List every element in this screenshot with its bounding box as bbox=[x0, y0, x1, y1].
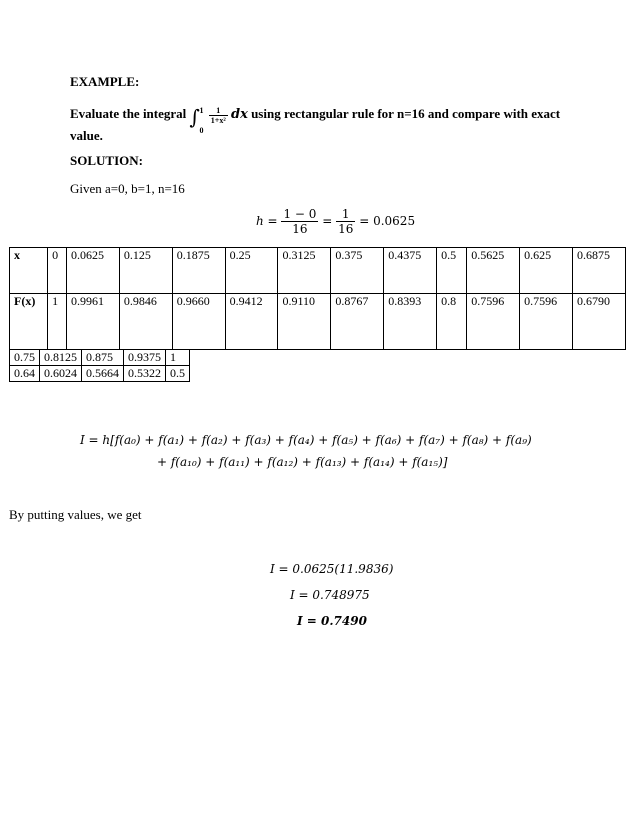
dx-label: dx bbox=[230, 107, 248, 122]
table-cell: 0.9961 bbox=[67, 294, 120, 350]
table-cell: 0.4375 bbox=[384, 248, 437, 294]
table-cell: 0.6024 bbox=[40, 366, 82, 382]
formula-line-2: + f(a₁₀) + f(a₁₁) + f(a₁₂) + f(a₁₃) + f(a₁₄) + f(a₁₅)] bbox=[157, 455, 448, 469]
formula-line-1: I = h[f(a₀) + f(a₁) + f(a₂) + f(a₃) + f(a₄) + f(a₅) + f(a₆) + f(a₇) + f(a₈) + f(a₉) bbox=[80, 433, 532, 447]
table-cell: 0 bbox=[48, 248, 67, 294]
table-cell: x bbox=[10, 248, 48, 294]
integrand-fraction: $\frac{1}{\text{1+x²}}$ bbox=[210, 105, 226, 125]
table-cell: 0.75 bbox=[10, 350, 40, 366]
result-line-1: I = 0.0625(11.9836) bbox=[270, 562, 394, 576]
result-line-2: I = 0.748975 bbox=[290, 588, 370, 602]
table-row-fx bbox=[10, 366, 190, 382]
table-cell: 0.9110 bbox=[278, 294, 331, 350]
table-cell: 0.5664 bbox=[82, 366, 124, 382]
table-cell: 0.375 bbox=[331, 248, 384, 294]
table-cell: 0.7596 bbox=[520, 294, 573, 350]
table-cell: 0.6790 bbox=[572, 294, 625, 350]
final-result: I = 0.7490 bbox=[297, 614, 367, 628]
table-cell: 0.0625 bbox=[67, 248, 120, 294]
table-cell: 0.9375 bbox=[124, 350, 166, 366]
table-cell: F(x) bbox=[10, 294, 48, 350]
table-cell: 0.8393 bbox=[384, 294, 437, 350]
h-fraction-2: $\frac{1}{16}$ bbox=[338, 207, 354, 236]
values-table-continued bbox=[9, 349, 190, 382]
table-cell: 1 bbox=[48, 294, 67, 350]
table-cell: 0.9660 bbox=[172, 294, 225, 350]
solution-heading: SOLUTION: bbox=[70, 153, 143, 168]
table-cell: 0.875 bbox=[82, 350, 124, 366]
table-cell: 0.9412 bbox=[225, 294, 278, 350]
table-cell: 0.5 bbox=[437, 248, 467, 294]
table-cell: 0.8125 bbox=[40, 350, 82, 366]
table-cell: 0.8767 bbox=[331, 294, 384, 350]
table-row-fx bbox=[10, 294, 626, 350]
h-equation: h = $\frac{1 - 0}{16}$ = $\frac{1}{16}$ = 0.0625 bbox=[256, 207, 416, 236]
table-cell: 1 bbox=[166, 350, 190, 366]
integral-sign: ∫ 1 0 bbox=[189, 105, 204, 136]
table-cell: 0.9846 bbox=[119, 294, 172, 350]
table-cell: 0.25 bbox=[225, 248, 278, 294]
example-heading: EXAMPLE: bbox=[70, 74, 140, 89]
table-cell: 0.1875 bbox=[172, 248, 225, 294]
question-line-2: value. bbox=[70, 128, 103, 143]
table-cell: 0.3125 bbox=[278, 248, 331, 294]
table-cell: 0.8 bbox=[437, 294, 467, 350]
table-cell: 0.625 bbox=[520, 248, 573, 294]
table-cell: 0.6875 bbox=[572, 248, 625, 294]
putting-values-text: By putting values, we get bbox=[9, 507, 142, 522]
values-table-main bbox=[9, 247, 626, 350]
table-cell: 0.64 bbox=[10, 366, 40, 382]
question-prefix: Evaluate the integral bbox=[70, 106, 187, 121]
table-cell: 0.5625 bbox=[467, 248, 520, 294]
question-suffix: using rectangular rule for n=16 and compare with exact bbox=[251, 106, 561, 121]
h-fraction-1: $\frac{1 - 0}{16}$ bbox=[283, 207, 317, 236]
table-cell: 0.5 bbox=[166, 366, 190, 382]
table-cell: 0.7596 bbox=[467, 294, 520, 350]
table-row-x bbox=[10, 350, 190, 366]
table-cell: 0.5322 bbox=[124, 366, 166, 382]
given-values: Given a=0, b=1, n=16 bbox=[70, 181, 185, 196]
table-row-x bbox=[10, 248, 626, 294]
table-cell: 0.125 bbox=[119, 248, 172, 294]
